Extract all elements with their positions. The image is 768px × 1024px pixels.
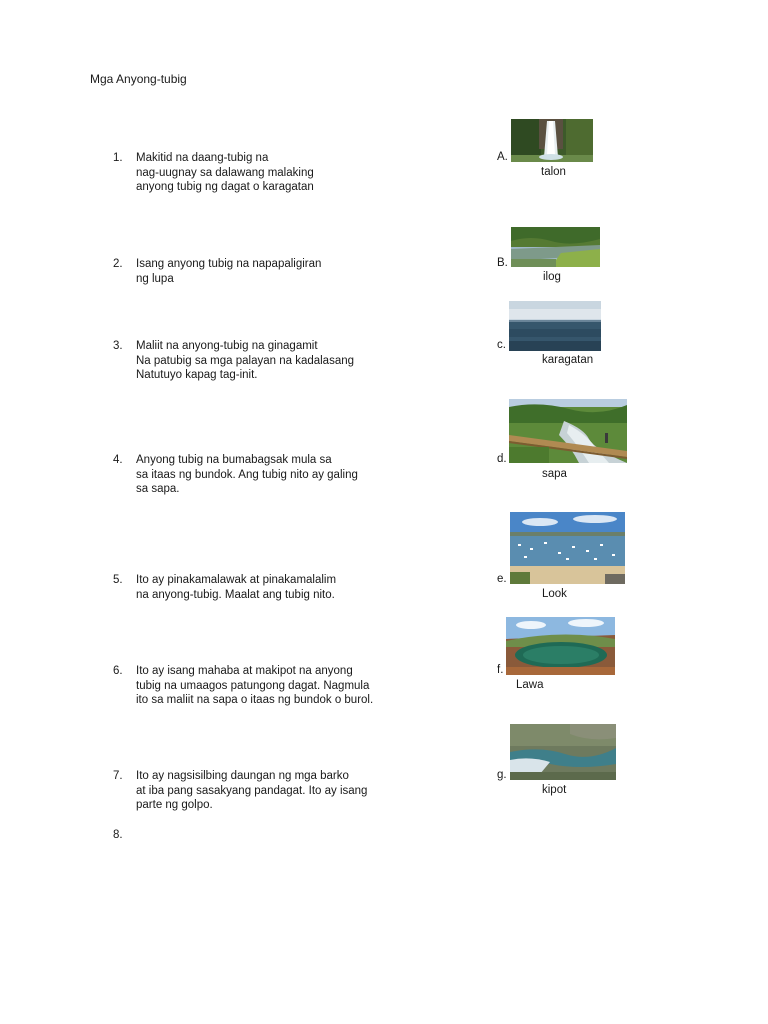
answer-label: ilog xyxy=(543,271,561,283)
question-text-line: Ito ay pinakamalawak at pinakamalalim xyxy=(136,574,337,586)
question-number: 5. xyxy=(113,574,123,586)
question-text-line: sa itaas ng bundok. Ang tubig nito ay galing xyxy=(136,468,358,481)
answer-label: Look xyxy=(542,588,567,600)
question-text-line: anyong tubig ng dagat o karagatan xyxy=(136,181,314,194)
question-number: 1. xyxy=(113,152,123,164)
question-text-line: Makitid na daang-tubig na xyxy=(136,152,269,164)
answer-label: kipot xyxy=(542,784,567,796)
answer-letter: B. xyxy=(497,257,508,269)
stream-image xyxy=(509,399,627,463)
question-text-line: tubig na umaagos patungong dagat. Nagmula xyxy=(136,679,370,692)
crater-lake-image xyxy=(506,617,615,675)
answer-label: karagatan xyxy=(542,354,594,366)
river-image xyxy=(511,227,600,267)
answer-letter: f. xyxy=(497,664,504,676)
ocean-image xyxy=(509,301,601,351)
question-text-line: Anyong tubig na bumabagsak mula sa xyxy=(136,454,332,466)
question-text-line: ito sa maliit na sapa o itaas ng bundok o burol. xyxy=(136,694,374,707)
question-text-line: Isang anyong tubig na napapaligiran xyxy=(136,258,322,270)
strait-aerial-image xyxy=(510,724,616,780)
answer-letter: c. xyxy=(497,339,506,351)
answer-label: talon xyxy=(541,166,566,178)
question-number: 7. xyxy=(113,770,123,782)
question-number: 4. xyxy=(113,454,123,466)
question-number: 3. xyxy=(113,340,123,352)
question-number: 2. xyxy=(113,258,123,270)
question-text-line: at iba pang sasakyang pandagat. Ito ay isang xyxy=(136,784,368,797)
answer-letter: d. xyxy=(497,453,507,465)
question-text-line: Na patubig sa mga palayan na kadalasang xyxy=(136,354,355,367)
waterfall-image xyxy=(511,119,593,162)
question-text-line: nag-uugnay sa dalawang malaking xyxy=(136,166,314,179)
question-text-line: Natutuyo kapag tag-init. xyxy=(136,369,258,382)
question-text-line: ng lupa xyxy=(136,272,174,285)
question-text-line: parte ng golpo. xyxy=(136,799,213,812)
question-text-line: sa sapa. xyxy=(136,483,180,496)
question-text-line: na anyong-tubig. Maalat ang tubig nito. xyxy=(136,588,335,601)
question-text-line: Ito ay nagsisilbing daungan ng mga barko xyxy=(136,770,349,782)
question-text-line: Ito ay isang mahaba at makipot na anyong xyxy=(136,665,353,677)
question-number: 6. xyxy=(113,665,123,677)
answer-letter: A. xyxy=(497,151,508,163)
answer-label: Lawa xyxy=(516,679,544,691)
page-title: Mga Anyong-tubig xyxy=(90,72,187,86)
answer-letter: e. xyxy=(497,573,507,585)
answer-letter: g. xyxy=(497,769,507,781)
answer-label: sapa xyxy=(542,468,567,480)
question-text-line: Maliit na anyong-tubig na ginagamit xyxy=(136,340,318,352)
bay-harbor-image xyxy=(510,512,625,584)
question-number: 8. xyxy=(113,829,123,841)
